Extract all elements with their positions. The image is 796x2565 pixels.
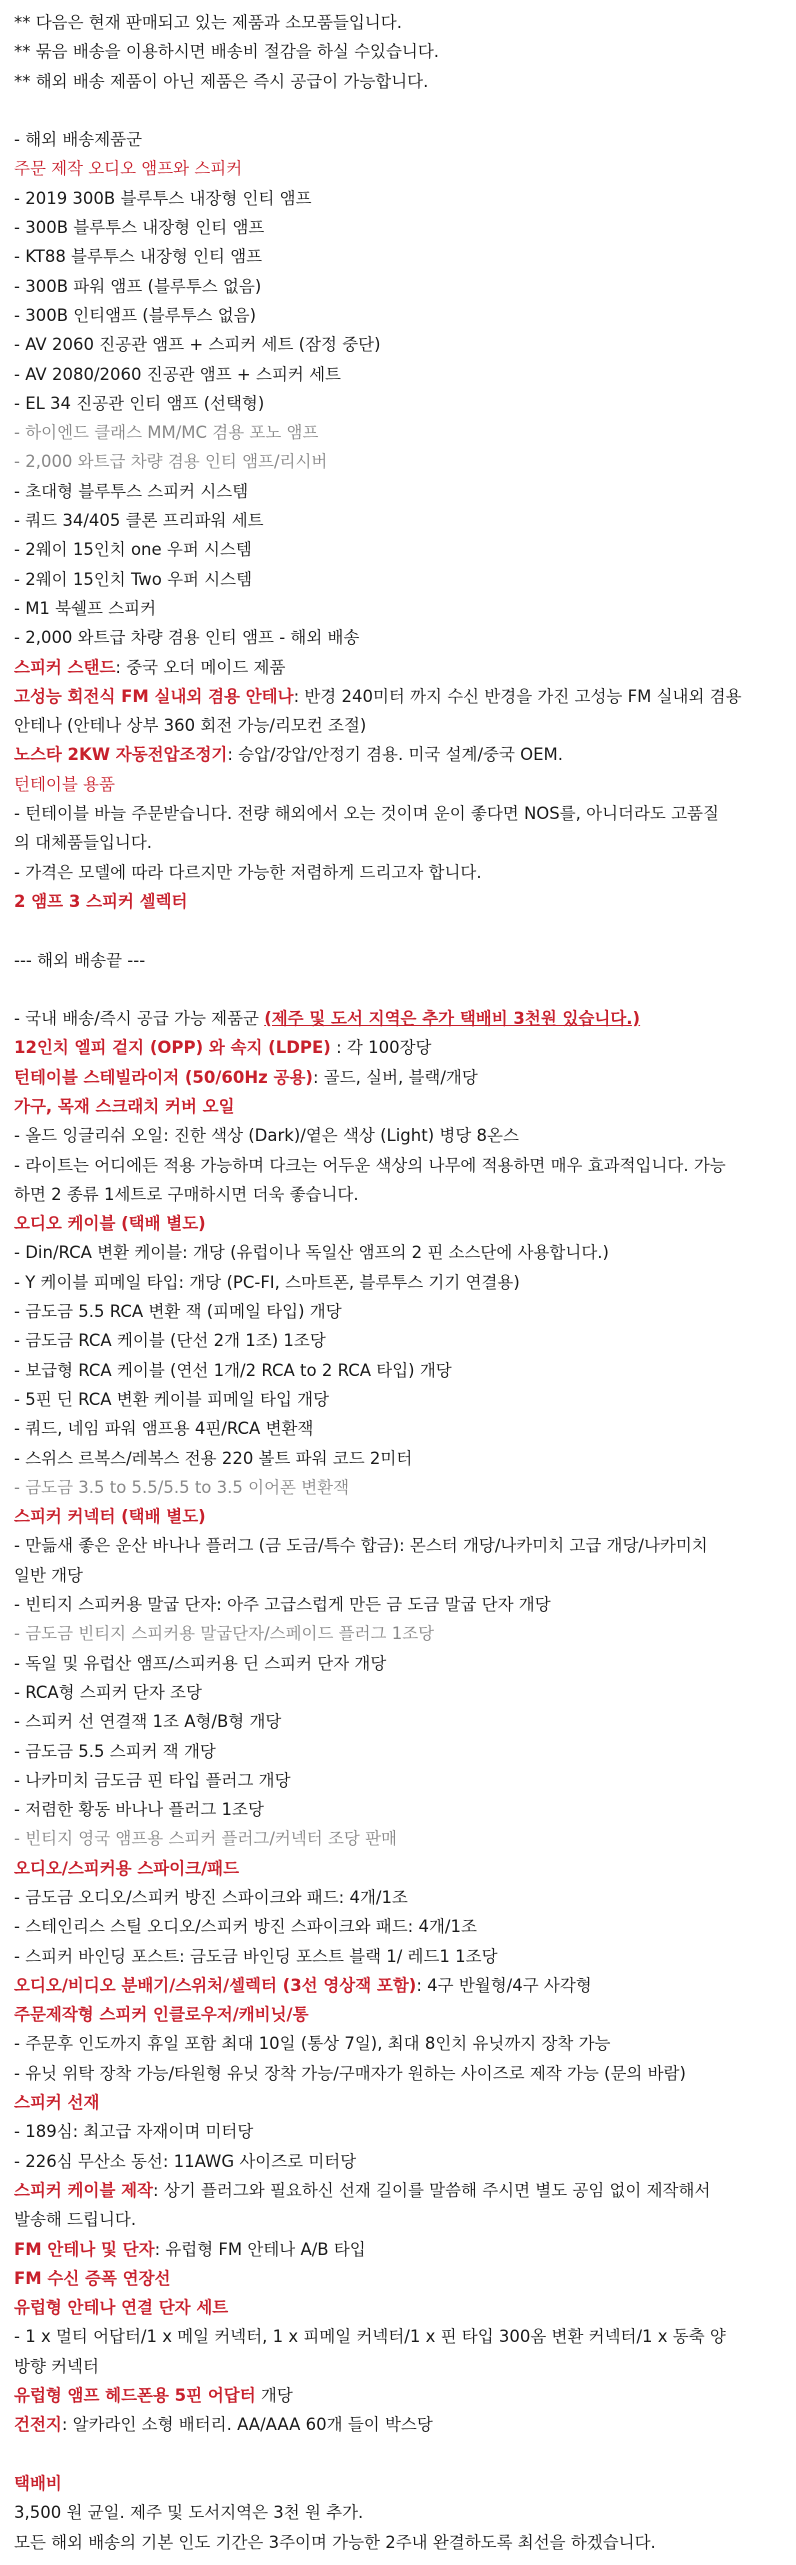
text-line	[14, 1297, 782, 1326]
body-text: : 알카라인 소형 배터리. AA/AAA 60개 들이 박스당	[61, 2415, 433, 2435]
highlight-text: 택배비	[14, 2473, 62, 2493]
highlight-text: FM 안테나 및 단자	[14, 2239, 155, 2259]
body-text: - EL 34 진공관 인티 앰프 (선택형)	[14, 393, 265, 413]
text-line	[14, 2469, 782, 2498]
highlight-text: 스피커 케이블 제작	[14, 2180, 154, 2200]
blank-line	[14, 2440, 782, 2469]
body-text: 발송해 드립니다.	[14, 2210, 137, 2230]
body-text: ** 다음은 현재 판매되고 있는 제품과 소모품들입니다.	[14, 13, 402, 32]
text-line	[14, 301, 782, 330]
body-text: - 빈티지 스피커용 말굽 단자: 아주 고급스럽게 만든 금 도금 말굽 단자 개당	[14, 1595, 551, 1615]
text-line	[14, 506, 782, 535]
text-line	[14, 2117, 782, 2146]
text-line	[14, 887, 782, 916]
body-text: - 금도금 5.5 RCA 변환 잭 (피메일 타입) 개당	[14, 1302, 342, 1322]
text-line	[14, 2029, 782, 2058]
highlight-text: 스피커 스탠드	[14, 657, 116, 677]
text-line	[14, 2264, 782, 2293]
highlight-text: 주문제작형 스피커 인클로우저/캐비닛/통	[14, 2005, 309, 2025]
text-line	[14, 653, 782, 682]
text-line	[14, 1033, 782, 1062]
body-text: - 금도금 3.5 to 5.5/5.5 to 3.5 이어폰 변환잭	[14, 1477, 350, 1497]
body-text: - KT88 블루투스 내장형 인티 앰프	[14, 247, 263, 267]
body-text: - 저렴한 황동 바나나 플러그 1조당	[14, 1800, 264, 1820]
text-line	[14, 2205, 782, 2234]
highlight-text: 유럽형 안테나 연결 단자 세트	[14, 2298, 229, 2318]
body-text: 개당	[255, 2386, 293, 2406]
text-line	[14, 740, 782, 769]
highlight-text: FM 수신 증폭 연장선	[14, 2268, 171, 2288]
body-text: - 가격은 모델에 따라 다르지만 가능한 저렴하게 드리고자 합니다.	[14, 862, 482, 882]
text-line	[14, 1180, 782, 1209]
text-line	[14, 1502, 782, 1531]
text-line	[14, 1561, 782, 1590]
text-line	[14, 1824, 782, 1853]
body-text: - Din/RCA 변환 케이블: 개당 (유럽이나 독일산 앰프의 2 핀 소스단에 사용합니다.)	[14, 1243, 609, 1263]
text-line	[14, 1326, 782, 1355]
body-text: ** 해외 배송 제품이 아닌 제품은 즉시 공급이 가능합니다.	[14, 71, 429, 91]
text-line	[14, 447, 782, 476]
body-text: : 각 100장당	[330, 1038, 432, 1058]
text-line	[14, 1063, 782, 1092]
body-text: - AV 2060 진공관 앰프 + 스피커 세트 (잠정 중단)	[14, 335, 381, 355]
body-text: : 반경 240미터 까지 수신 반경을 가진 고성능 FM 실내외 겸용	[293, 686, 742, 706]
body-text: - 스피커 선 연결잭 1조 A형/B형 개당	[14, 1712, 282, 1732]
text-line	[14, 535, 782, 564]
text-line	[14, 1883, 782, 1912]
text-line	[14, 2410, 782, 2439]
text-line	[14, 1238, 782, 1267]
text-line	[14, 1971, 782, 2000]
text-line	[14, 565, 782, 594]
highlight-text: (제주 및 도서 지역은 추가 택배비 3천원 있습니다.)	[264, 1009, 641, 1029]
body-text: - 226심 무산소 동선: 11AWG 사이즈로 미터당	[14, 2151, 357, 2171]
text-line	[14, 1121, 782, 1150]
text-line	[14, 1795, 782, 1824]
body-text: - 빈티지 영국 앰프용 스피커 플러그/커넥터 조당 판매	[14, 1829, 397, 1849]
highlight-text: 턴테이블 스테빌라이저 (50/60Hz 공용)	[14, 1067, 313, 1087]
highlight-text: 오디오/비디오 분배기/스위처/셀렉터 (3선 영상잭 포함)	[14, 1975, 417, 1995]
text-line	[14, 125, 782, 154]
text-line	[14, 2352, 782, 2381]
text-line	[14, 1912, 782, 1941]
text-line	[14, 858, 782, 887]
body-text: - 2019 300B 블루투스 내장형 인티 앰프	[14, 188, 312, 208]
body-text: - RCA형 스피커 단자 조당	[14, 1682, 202, 1702]
body-text: - 하이엔드 클래스 MM/MC 겸용 포노 앰프	[14, 423, 319, 443]
text-line	[14, 360, 782, 389]
text-line	[14, 2088, 782, 2117]
text-line	[14, 477, 782, 506]
body-text: - 보급형 RCA 케이블 (연선 1개/2 RCA to 2 RCA 타입) 개당	[14, 1360, 452, 1380]
text-line	[14, 1151, 782, 1180]
body-text: - 금도금 오디오/스피커 방진 스파이크와 패드: 4개/1조	[14, 1888, 408, 1907]
text-line	[14, 2322, 782, 2351]
highlight-text: 오디오 케이블 (택배 별도)	[14, 1214, 206, 1234]
text-line	[14, 154, 782, 183]
body-text: - 2,000 와트급 차량 겸용 인티 앰프/리시버	[14, 452, 328, 472]
text-line	[14, 2059, 782, 2088]
text-line	[14, 2176, 782, 2205]
text-line	[14, 711, 782, 740]
text-line	[14, 1737, 782, 1766]
blank-line	[14, 975, 782, 1004]
highlight-text: 턴테이블 용품	[14, 774, 115, 794]
body-text: - 쿼드, 네임 파워 앰프용 4핀/RCA 변환잭	[14, 1419, 314, 1439]
body-text: : 중국 오더 메이드 제품	[115, 657, 286, 677]
body-text: - 초대형 블루투스 스피커 시스템	[14, 481, 249, 501]
text-line	[14, 2528, 782, 2557]
body-text: - 만듦새 좋은 운산 바나나 플러그 (금 도금/특수 합금): 몬스터 개당/나카미치 고급 개당/나카미치	[14, 1536, 708, 1556]
body-text: 의 대체품들입니다.	[14, 833, 153, 853]
body-text: - 300B 파워 앰프 (블루투스 없음)	[14, 276, 262, 296]
body-text: - 금도금 빈티지 스피커용 말굽단자/스페이드 플러그 1조당	[14, 1624, 435, 1644]
body-text: - 주문후 인도까지 휴일 포함 최대 10일 (통상 7일), 최대 8인치 유닛까지 장착 가능	[14, 2034, 611, 2054]
text-line	[14, 1590, 782, 1619]
text-line	[14, 242, 782, 271]
body-text: ** 묶음 배송을 이용하시면 배송비 절감을 하실 수있습니다.	[14, 42, 440, 62]
body-text: - 스피커 바인딩 포스트: 금도금 바인딩 포스트 블랙 1/ 레드1 1조당	[14, 1946, 498, 1966]
body-text: : 4구 반월형/4구 사각형	[416, 1975, 592, 1995]
body-text: - Y 케이블 피메일 타입: 개당 (PC-FI, 스마트폰, 블루투스 기기 연결용)	[14, 1272, 520, 1292]
blank-line	[14, 96, 782, 125]
text-line	[14, 799, 782, 828]
text-line	[14, 67, 782, 96]
text-line	[14, 770, 782, 799]
body-text: - 나카미치 금도금 핀 타입 플러그 개당	[14, 1770, 291, 1790]
text-line	[14, 946, 782, 975]
body-text: - 국내 배송/즉시 공급 가능 제품군	[14, 1009, 265, 1029]
body-text: 3,500 원 균일. 제주 및 도서지역은 3천 원 추가.	[14, 2503, 364, 2523]
body-text: - 2웨이 15인치 Two 우퍼 시스템	[14, 569, 253, 589]
body-text: - 1 x 멀티 어답터/1 x 메일 커넥터, 1 x 피메일 커넥터/1 x 핀 타입 300옴 변환 커넥터/1 x 동축 양	[14, 2327, 726, 2347]
text-line	[14, 1531, 782, 1560]
text-line	[14, 272, 782, 301]
highlight-text: 스피커 커넥터 (택배 별도)	[14, 1507, 206, 1527]
body-text: - 턴테이블 바늘 주문받습니다. 전량 해외에서 오는 것이며 운이 좋다면 NOS를, 아니더라도 고품질	[14, 804, 719, 824]
body-text: - 5핀 딘 RCA 변환 케이블 피메일 타입 개당	[14, 1389, 330, 1409]
text-line	[14, 37, 782, 66]
body-text: : 유럽형 FM 안테나 A/B 타입	[154, 2239, 366, 2259]
text-line	[14, 2147, 782, 2176]
body-text: 모든 해외 배송의 기본 인도 기간은 3주이며 가능한 2주내 완결하도록 최선을 하겠습니다.	[14, 2532, 656, 2552]
text-line	[14, 1854, 782, 1883]
text-line	[14, 682, 782, 711]
body-text: - 독일 및 유럽산 앰프/스피커용 딘 스피커 단자 개당	[14, 1653, 387, 1673]
text-line	[14, 1356, 782, 1385]
text-line	[14, 1678, 782, 1707]
text-line	[14, 2293, 782, 2322]
text-line	[14, 1649, 782, 1678]
text-line	[14, 1414, 782, 1443]
text-line	[14, 1385, 782, 1414]
body-text: 일반 개당	[14, 1565, 84, 1585]
body-text: : 골드, 실버, 블랙/개당	[312, 1067, 478, 1087]
text-line	[14, 389, 782, 418]
body-text: - 해외 배송제품군	[14, 130, 143, 150]
highlight-text: 12인치 엘피 겉지 (OPP) 와 속지 (LDPE)	[14, 1038, 331, 1058]
text-line	[14, 623, 782, 652]
text-line	[14, 1444, 782, 1473]
body-text: 하면 2 종류 1세트로 구매하시면 더욱 좋습니다.	[14, 1184, 359, 1204]
body-text: - 300B 블루투스 내장형 인티 앰프	[14, 218, 265, 238]
body-text: - 2,000 와트급 차량 겸용 인티 앰프 - 해외 배송	[14, 628, 360, 648]
body-text: : 승압/강압/안정기 겸용. 미국 설계/중국 OEM.	[227, 745, 564, 765]
text-line	[14, 184, 782, 213]
body-text: - 올드 잉글리쉬 오일: 진한 색상 (Dark)/옅은 색상 (Light) 병당 8온스	[14, 1126, 519, 1146]
text-line	[14, 8, 782, 37]
body-text: - 라이트는 어디에든 적용 가능하며 다크는 어두운 색상의 나무에 적용하면 매우 효과적입니다. 가능	[14, 1155, 726, 1175]
body-text: 방향 커넥터	[14, 2356, 99, 2376]
text-line	[14, 1766, 782, 1795]
text-line	[14, 1092, 782, 1121]
text-line	[14, 1942, 782, 1971]
highlight-text: 고성능 회전식 FM 실내외 겸용 안테나	[14, 686, 294, 706]
body-text: - 금도금 5.5 스피커 잭 개당	[14, 1741, 216, 1761]
blank-line	[14, 916, 782, 945]
highlight-text: 가구, 목재 스크래치 커버 오일	[14, 1096, 235, 1116]
highlight-text: 유럽형 앰프 헤드폰용 5핀 어답터	[14, 2386, 256, 2406]
body-text: - 유닛 위탁 장착 가능/타원형 유닛 장착 가능/구매자가 원하는 사이즈로 제작 가능 (문의 바람)	[14, 2063, 686, 2083]
text-line	[14, 828, 782, 857]
body-text: 안테나 (안테나 상부 360 회전 가능/리모컨 조절)	[14, 716, 367, 736]
highlight-text: 건전지	[14, 2415, 62, 2435]
body-text: --- 해외 배송끝 ---	[14, 950, 146, 970]
text-line	[14, 1209, 782, 1238]
body-text: - 쿼드 34/405 클론 프리파워 세트	[14, 511, 264, 531]
highlight-text: 2 앰프 3 스피커 셀렉터	[14, 891, 188, 911]
text-line	[14, 330, 782, 359]
body-text: - 스테인리스 스틸 오디오/스피커 방진 스파이크와 패드: 4개/1조	[14, 1917, 477, 1937]
text-line	[14, 1619, 782, 1648]
highlight-text: 오디오/스피커용 스파이크/패드	[14, 1858, 240, 1878]
body-text: - 300B 인티앰프 (블루투스 없음)	[14, 305, 257, 325]
text-line	[14, 1268, 782, 1297]
highlight-text: 노스타 2KW 자동전압조정기	[14, 745, 228, 765]
text-line	[14, 1004, 782, 1033]
body-text: - 스위스 르복스/레복스 전용 220 볼트 파워 코드 2미터	[14, 1448, 413, 1468]
body-text: - AV 2080/2060 진공관 앰프 + 스피커 세트	[14, 364, 341, 384]
text-line	[14, 2498, 782, 2527]
body-text: - 189심: 최고급 자재이며 미터당	[14, 2122, 254, 2142]
text-line	[14, 418, 782, 447]
body-text: : 상기 플러그와 필요하신 선재 길이를 말씀해 주시면 별도 공임 없이 제작해서	[153, 2180, 711, 2200]
highlight-text: 주문 제작 오디오 앰프와 스피커	[14, 159, 243, 179]
body-text: - M1 북쉘프 스피커	[14, 598, 157, 618]
text-line	[14, 594, 782, 623]
text-line	[14, 1473, 782, 1502]
body-text: - 금도금 RCA 케이블 (단선 2개 1조) 1조당	[14, 1331, 326, 1351]
highlight-text: 스피커 선재	[14, 2093, 100, 2113]
body-text: - 2웨이 15인치 one 우퍼 시스템	[14, 540, 252, 560]
text-line	[14, 213, 782, 242]
text-line	[14, 2235, 782, 2264]
text-line	[14, 2000, 782, 2029]
text-line	[14, 1707, 782, 1736]
text-line	[14, 2381, 782, 2410]
